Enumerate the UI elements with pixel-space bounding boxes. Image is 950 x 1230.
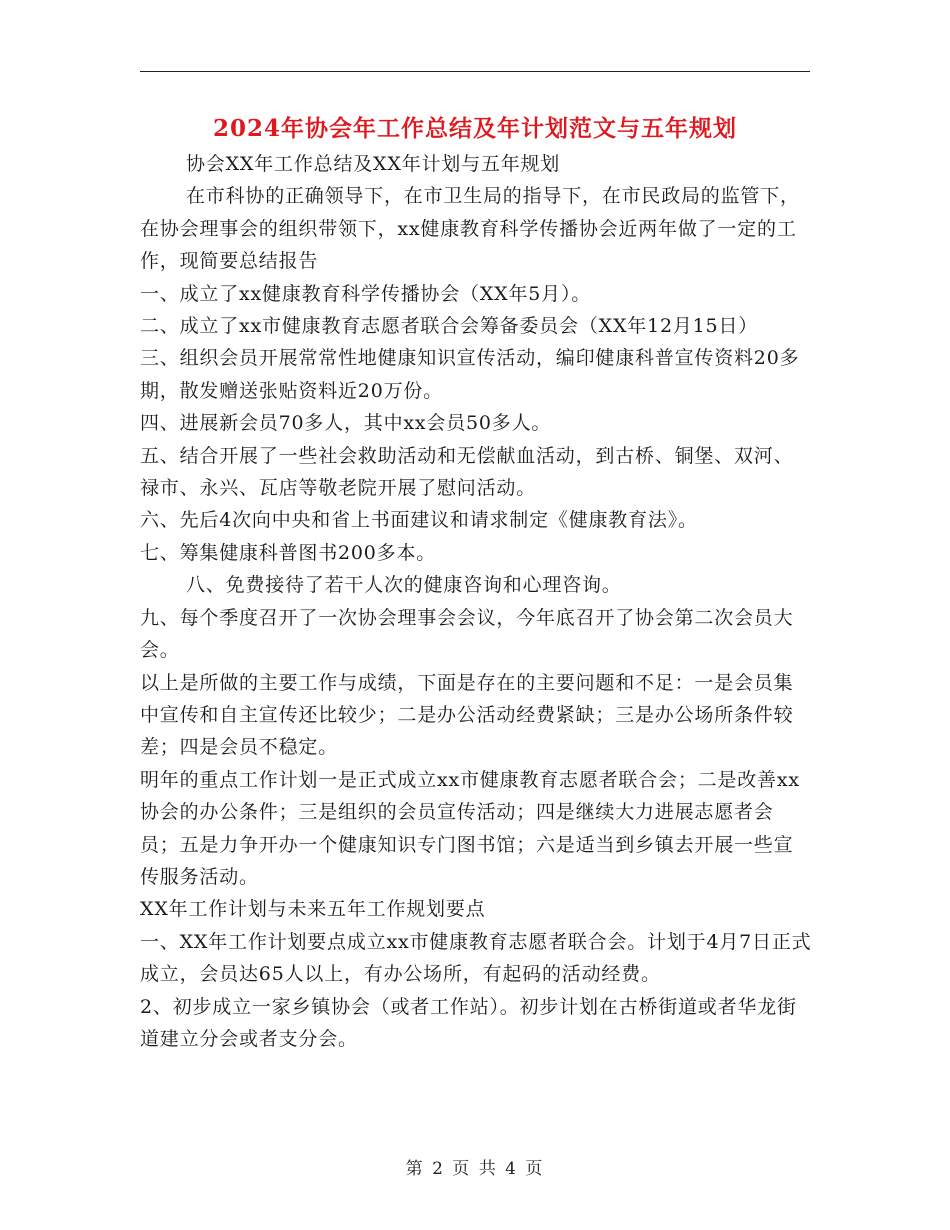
paragraph-problems: 以上是所做的主要工作与成绩，下面是存在的主要问题和不足：一是会员集中宣传和自主宣传还比较少；二是办公活动经费紧缺；三是办公场所条件较差；四是会员不稳定。: [140, 671, 794, 759]
document-title: 2024年协会年工作总结及年计划范文与五年规划: [212, 115, 737, 142]
paragraph-plan-1: 一、XX年工作计划要点成立xx市健康教育志愿者联合会。计划于4月7日正式成立，会员达65人以上，有办公场所，有起码的活动经费。: [140, 930, 812, 986]
paragraph-item-8: 八、免费接待了若干人次的健康咨询和心理咨询。: [186, 574, 622, 597]
paragraph-item-2: 二、成立了xx市健康教育志愿者联合会筹备委员会（XX年12月15日）: [140, 315, 759, 338]
paragraph-item-4: 四、进展新会员70多人，其中xx会员50多人。: [140, 412, 552, 435]
page-number: 第 2 页 共 4 页: [405, 1159, 545, 1179]
paragraph-next-year-plan: 明年的重点工作计划一是正式成立xx市健康教育志愿者联合会；二是改善xx协会的办公条件；三是组织的会员宣传活动；四是继续大力进展志愿者会员；五是力争开办一个健康知识专门图书馆；六是适当到乡镇去开展一些宣传服务活动。: [140, 768, 800, 888]
paragraph-item-9: 九、每个季度召开了一次协会理事会会议，今年底召开了协会第二次会员大会。: [140, 606, 794, 662]
paragraph-item-7: 七、筹集健康科普图书200多本。: [140, 541, 437, 564]
paragraph-item-6: 六、先后4次向中央和省上书面建议和请求制定《健康教育法》。: [140, 509, 698, 532]
paragraph-item-3: 三、组织会员开展常常性地健康知识宣传活动，编印健康科普宣传资料20多期，散发赠送张贴资料近20万份。: [140, 347, 800, 402]
paragraph-item-5: 五、结合开展了一些社会救助活动和无偿献血活动，到古桥、铜堡、双河、禄市、永兴、瓦店等敬老院开展了慰问活动。: [140, 444, 794, 500]
document-body: [140, 148, 812, 1055]
paragraph-intro: 在市科协的正确领导下，在市卫生局的指导下，在市民政局的监管下，在协会理事会的组织带领下，xx健康教育科学传播协会近两年做了一定的工作，现简要总结报告: [140, 185, 800, 273]
paragraph-plan-2: 2、初步成立一家乡镇协会（或者工作站）。初步计划在古桥街道或者华龙街道建立分会或者支分会。: [140, 995, 797, 1050]
paragraph-item-1: 一、成立了xx健康教育科学传播协会（XX年5月）。: [140, 282, 592, 305]
paragraph-section-heading: XX年工作计划与未来五年工作规划要点: [140, 898, 486, 921]
header-rule: [140, 71, 810, 72]
paragraph-subtitle: 协会XX年工作总结及XX年计划与五年规划: [186, 153, 561, 175]
